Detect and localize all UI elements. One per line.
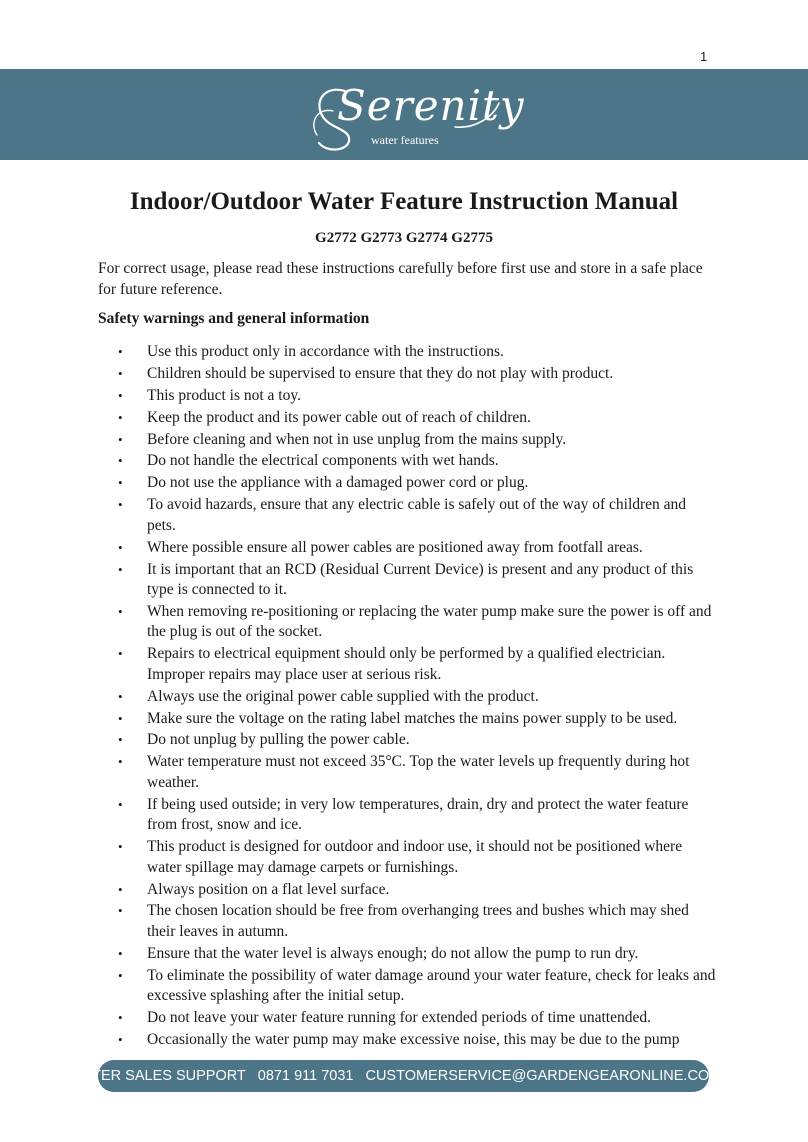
bullet-icon: • [118,387,123,403]
bullet-icon: • [118,603,123,619]
warning-text: It is important that an RCD (Residual Current Device) is present and any product of this type is connected to it. [147,560,694,599]
warning-item [118,602,718,643]
warning-text: Before cleaning and when not in use unplug from the mains supply. [147,430,567,448]
bullet-icon: • [118,732,123,748]
warning-item [118,1030,718,1051]
brand-tagline: water features [371,133,439,147]
bullet-icon: • [118,431,123,447]
warning-item [118,408,718,429]
bullet-icon: • [118,497,123,513]
warning-text: To eliminate the possibility of water damage around your water feature, check for leaks and excessive splashing after the initial setup. [147,966,716,1005]
bullet-icon: • [118,903,123,919]
warning-item [118,901,718,942]
warning-item [118,709,718,730]
bullet-icon: • [118,839,123,855]
bullet-icon: • [118,561,123,577]
warning-item [118,730,718,751]
bullet-icon: • [118,967,123,983]
warning-item [118,386,718,407]
warning-item [118,837,718,878]
warning-text: Children should be supervised to ensure that they do not play with product. [147,364,614,382]
warning-text: Keep the product and its power cable out of reach of children. [147,408,531,426]
bullet-icon: • [118,1010,123,1026]
warning-item [118,795,718,836]
bullet-icon: • [118,796,123,812]
warning-text: Always use the original power cable supplied with the product. [147,687,539,705]
warning-text: The chosen location should be free from overhanging trees and bushes which may shed their leaves in autumn. [147,902,689,940]
warning-text: Occasionally the water pump may make excessive noise, this may be due to the pump [147,1030,680,1048]
bullet-icon: • [118,539,123,555]
warning-text: Where possible ensure all power cables are positioned away from footfall areas. [147,538,643,556]
warning-text: Use this product only in accordance with the instructions. [147,343,504,360]
warning-text: This product is designed for outdoor and indoor use, it should not be positioned where water spillage may damage carpets or furnishings. [147,838,683,876]
bullet-icon: • [118,1031,123,1047]
warning-item [118,538,718,559]
warning-text: Do not use the appliance with a damaged power cord or plug. [147,474,529,492]
footer-phone: 0871 911 7031 [257,1068,354,1084]
safety-warnings-list [118,342,718,1052]
warning-text: Do not handle the electrical components with wet hands. [147,452,499,470]
bullet-icon: • [118,945,123,961]
warning-item [118,560,718,601]
warning-text: Make sure the voltage on the rating label matches the mains power supply to be used. [147,709,678,727]
section-heading: Safety warnings and general information [98,310,370,327]
warning-item [118,430,718,451]
header-banner [0,69,808,160]
warning-text: Repairs to electrical equipment should only be performed by a qualified electrician. Improper repairs may place user at serious risk. [147,645,666,683]
brand-name: Serenity [337,81,525,130]
bullet-icon: • [118,710,123,726]
page-title: Indoor/Outdoor Water Feature Instruction Manual [129,188,679,215]
warning-item [118,342,718,363]
bullet-icon: • [118,344,123,359]
warning-item [118,966,718,1007]
warning-text: When removing re-positioning or replacing the water pump make sure the power is off and the plug is out of the socket. [147,602,712,641]
warning-item [118,644,718,685]
model-numbers: G2772 G2773 G2774 G2775 [315,230,493,246]
warning-text: Ensure that the water level is always enough; do not allow the pump to run dry. [147,944,639,962]
warning-item [118,495,718,536]
bullet-icon: • [118,365,123,381]
warning-item [118,752,718,793]
bullet-icon: • [118,409,123,425]
warning-text: Always position on a flat level surface. [147,880,390,898]
warning-text: This product is not a toy. [147,386,301,404]
warning-text: Water temperature must not exceed 35°C. Top the water levels up frequently during hot weather. [147,753,690,791]
warning-item [118,364,718,385]
intro-paragraph: For correct usage, please read these instructions carefully before first use and store in a safe place for future reference. [98,260,703,298]
warning-text: Do not unplug by pulling the power cable. [147,731,410,749]
bullet-icon: • [118,881,123,897]
footer-email: CUSTOMERSERVICE@GARDENGEARONLINE.CO.UK [365,1068,734,1084]
bullet-icon: • [118,475,123,491]
warning-item [118,473,718,494]
page-number: 1 [700,49,708,64]
warning-item [118,451,718,472]
bullet-icon: • [118,646,123,662]
warning-text: To avoid hazards, ensure that any electric cable is safely out of the way of children and pets. [147,496,687,534]
footer-label: AFTER SALES SUPPORT [73,1068,246,1084]
warning-item [118,944,718,965]
bullet-icon: • [118,754,123,770]
warning-item [118,1008,718,1029]
warning-item [118,687,718,708]
warning-item [118,880,718,901]
bullet-icon: • [118,453,123,469]
warning-text: If being used outside; in very low temperatures, drain, dry and protect the water feature from frost, snow and ice. [147,795,689,834]
serenity-logo [305,77,525,155]
bullet-icon: • [118,688,123,704]
after-sales-footer [73,1060,734,1092]
warning-text: Do not leave your water feature running for extended periods of time unattended. [147,1009,651,1027]
